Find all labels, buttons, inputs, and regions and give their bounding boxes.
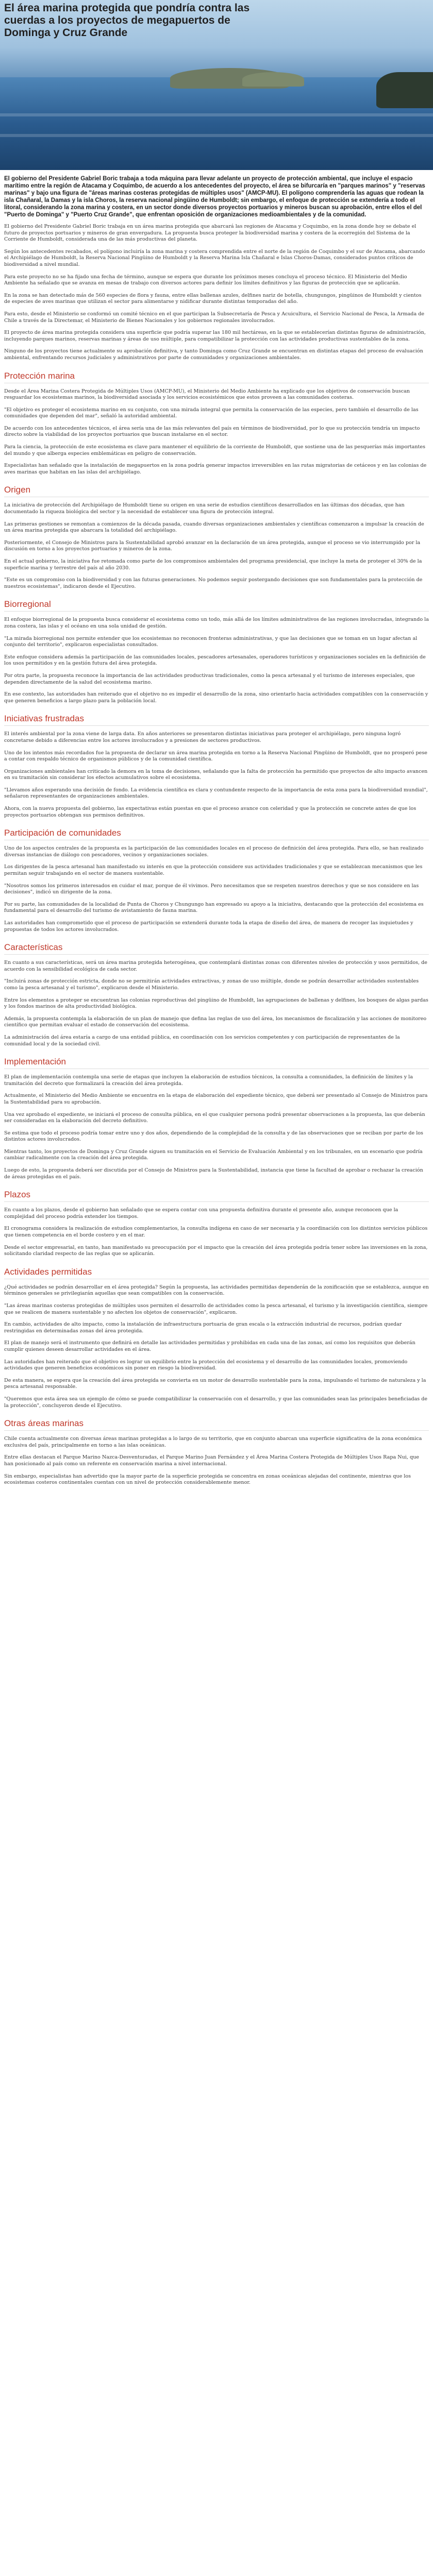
article-paragraph: "El objetivo es proteger el ecosistema marino en su conjunto, con una mirada integral que permita la conservación de las especies, pero también el desarrollo de las comunidades que dependen del mar", señaló la autoridad ambiental. bbox=[4, 406, 419, 419]
article-paragraph: Además, la propuesta contempla la elaboración de un plan de manejo que defina las reglas de uso del área, los mecanismos de fiscalización y las acciones de monitoreo científico que permitan evaluar el estado de conservación del ecosistema. bbox=[4, 1015, 427, 1028]
article-paragraph: Para este proyecto no se ha fijado una fecha de término, aunque se espera que durante los próximos meses concluya el proceso técnico. El Ministerio del Medio Ambiente ha señalado que se avanza en mesas de trabajo con diversos actores para definir los límites definitivos y las figuras de protección que se aplicarán. bbox=[4, 274, 407, 286]
article-paragraph: En cuanto a sus características, será un área marina protegida heterogénea, que contemplará distintas zonas con diferentes niveles de protección y usos permitidos, de acuerdo con la sensibilidad ecológica de cada sector. bbox=[4, 960, 427, 972]
article-paragraph: Según los antecedentes recabados, el polígono incluiría la zona marina y costera comprendida entre el norte de la región de Coquimbo y el sur de Atacama, abarcando el Archipiélago de Humboldt, la Reserva Nacional Pingüino de Humboldt y la Reserva Marina Isla Chañaral e Islas Choros-Damas, considerados puntos críticos de biodiversidad a nivel mundial. bbox=[4, 248, 425, 267]
hero-image bbox=[0, 0, 433, 170]
article-paragraph: En cambio, actividades de alto impacto, como la instalación de infraestructura portuaria de gran escala o la extracción industrial de recursos, podrían quedar restringidas en determinadas zonas del área protegida. bbox=[4, 1321, 402, 1334]
article-paragraph: El cronograma considera la realización de estudios complementarios, la consulta indígena en caso de ser necesaria y la coordinación con los distintos servicios públicos que tienen competencia en el borde costero y en el mar. bbox=[4, 1226, 428, 1239]
article-paragraph: De esta manera, se espera que la creación del área protegida se convierta en un motor de desarrollo sustentable para la zona, impulsando el turismo de naturaleza y la pesca artesanal responsable. bbox=[4, 1377, 426, 1390]
article-paragraph: Las autoridades han reiterado que el objetivo es lograr un equilibrio entre la protección del ecosistema y el desarrollo de las comunidades locales, promoviendo actividades que generen beneficios económicos sin poner en riesgo la biodiversidad. bbox=[4, 1359, 408, 1371]
article-paragraph: Especialistas han señalado que la instalación de megapuertos en la zona podría generar impactos irreversibles en las rutas migratorias de cetáceos y en las colonias de aves marinas que habitan en las islas del archipiélago. bbox=[4, 463, 427, 475]
article-paragraph: En la zona se han detectado más de 560 especies de flora y fauna, entre ellas ballenas azules, delfines nariz de botella, chungungos, pingüinos de Humboldt y cientos de especies de aves marinas que utilizan el sector para alimentarse y nidificar durante distintas temporadas del año. bbox=[4, 292, 422, 305]
article-paragraph: Organizaciones ambientales han criticado la demora en la toma de decisiones, señalando que la falta de protección ha permitido que proyectos de alto impacto avancen en su tramitación sin considerar los efectos acumulativos sobre el ecosistema. bbox=[4, 768, 428, 781]
article-paragraph: Desde el Área Marina Costera Protegida de Múltiples Usos (AMCP-MU), el Ministerio del Medio Ambiente ha explicado que los objetivos de conservación buscan resguardar los ecosistemas marinos, la biodiversidad asociada y los servicios ecosistémicos que estos proveen a las comunidades costeras. bbox=[4, 388, 410, 401]
article-paragraph: "Incluirá zonas de protección estricta, donde no se permitirán actividades extractivas, y zonas de uso múltiple, donde se podrán desarrollar actividades sustentables como la pesca artesanal y el turismo", explicaron desde el Ministerio. bbox=[4, 978, 419, 991]
article-paragraph: Posteriormente, el Consejo de Ministros para la Sustentabilidad aprobó avanzar en la declaración de un área protegida, aunque el proceso se vio interrumpido por la discusión en torno a los proyectos portuarios y mineros de la zona. bbox=[4, 539, 421, 552]
article-paragraph: Uno de los aspectos centrales de la propuesta es la participación de las comunidades locales en el proceso de definición del área protegida. Para ello, se han realizado diversas instancias de diálogo con pescadores, vecinos y organizaciones sociales. bbox=[4, 845, 424, 858]
article-body bbox=[0, 170, 433, 1486]
article-paragraph: El proyecto de área marina protegida considera una superficie que podría superar las 180 mil hectáreas, en la que se establecerían distintas figuras de administración, incluyendo parques marinos, reservas marinas y áreas de uso múltiple, para compatibilizar la protección con las actividades productivas sustentables de la zona. bbox=[4, 330, 426, 342]
article-paragraph: "Este es un compromiso con la biodiversidad y con las futuras generaciones. No podemos seguir postergando decisiones que son fundamentales para la protección de nuestros ecosistemas", indicaron desde el Ejecutivo. bbox=[4, 577, 423, 589]
article-paragraph: Para la ciencia, la protección de este ecosistema es clave para mantener el equilibrio de la corriente de Humboldt, que sostiene una de las pesquerías más importantes del mundo y que alberga especies emblemáticas en peligro de conservación. bbox=[4, 444, 426, 456]
article-paragraph: El enfoque biorregional de la propuesta busca considerar el ecosistema como un todo, más allá de los límites administrativos de las regiones involucradas, integrando la zona costera, las islas y el océano en una sola unidad de gestión. bbox=[4, 617, 429, 629]
article-paragraph: Se estima que todo el proceso podría tomar entre uno y dos años, dependiendo de la complejidad de la consulta y de las observaciones que se reciban por parte de los distintos actores involucrados. bbox=[4, 1130, 423, 1143]
article-paragraph: Las primeras gestiones se remontan a comienzos de la década pasada, cuando diversas organizaciones ambientales y científicas comenzaron a impulsar la creación de un área marina protegida que abarcara la totalidad del archipiélago. bbox=[4, 521, 424, 534]
article-paragraph: La iniciativa de protección del Archipiélago de Humboldt tiene su origen en una serie de estudios científicos desarrollados en las últimas dos décadas, que han documentado la riqueza biológica del sector y la necesidad de establecer una figura de protección integral. bbox=[4, 502, 405, 515]
article-paragraph: En ese contexto, las autoridades han reiterado que el objetivo no es impedir el desarrollo de la zona, sino orientarlo hacia actividades compatibles con la conservación y que generen beneficios a largo plazo para la población local. bbox=[4, 691, 428, 704]
article-lead: El gobierno del Presidente Gabriel Boric trabaja a toda máquina para llevar adelante un proyecto de protección ambiental, que incluye el espacio marítimo entre la región de Atacama y Coquimbo, de acuerdo a los antecedentes del proyecto, el área se bifurcaría en "parques marinos" y "reservas marinas" y bajo una figura de "áreas marinas costeras protegidas de múltiples usos" (AMCP-MU). El polígono comprendería las aguas que rodean la isla Chañaral, la Damas y la isla Choros, la reserva nacional pingüino de Humboldt; sin embargo, el enfoque de protección se extendería a todo el litoral, considerando la zona marina y costera, en un sector donde diversos proyectos portuarios y mineros buscan su aprobación, entre ellos el del "Puerto de Dominga" y "Puerto Cruz Grande", que enfrentan oposición de organizaciones medioambientales y de la comunidad. bbox=[4, 176, 425, 218]
article-paragraph: Por otra parte, la propuesta reconoce la importancia de las actividades productivas tradicionales, como la pesca artesanal y el turismo de intereses especiales, que dependen directamente de la salud del ecosistema marino. bbox=[4, 672, 415, 685]
article-paragraph: Por su parte, las comunidades de la localidad de Punta de Choros y Chungungo han expresado su apoyo a la iniciativa, destacando que la protección del ecosistema es fundamental para el desarrollo del turismo de avistamiento de fauna marina. bbox=[4, 901, 424, 914]
section-heading: Origen bbox=[4, 485, 429, 497]
article-paragraph: En el actual gobierno, la iniciativa fue retomada como parte de los compromisos ambientales del programa presidencial, que incluye la meta de proteger el 30% de la superficie marina y terrestre del país al año 2030. bbox=[4, 558, 422, 571]
article-paragraph: Los dirigentes de la pesca artesanal han manifestado su interés en que la protección considere sus actividades tradicionales y que se establezcan mecanismos que les permitan seguir trabajando en el sector de manera sustentable. bbox=[4, 864, 423, 877]
sea-wave bbox=[0, 113, 433, 116]
section-heading: Participación de comunidades bbox=[4, 828, 429, 840]
article-paragraph: Entre ellas destacan el Parque Marino Nazca-Desventuradas, el Parque Marino Juan Fernández y el Área Marina Costera Protegida de Múltiples Usos Rapa Nui, que han posicionado al país como un referente en conservación marina a nivel internacional. bbox=[4, 1454, 419, 1467]
island-shape-secondary bbox=[242, 72, 304, 87]
article-paragraph: Para esto, desde el Ministerio se conformó un comité técnico en el que participan la Subsecretaría de Pesca y Acuicultura, el Servicio Nacional de Pesca, la Armada de Chile a través de la Directemar, el Ministerio de Bienes Nacionales y los gobiernos regionales involucrados. bbox=[4, 311, 425, 324]
article-paragraph: "La mirada biorregional nos permite entender que los ecosistemas no reconocen fronteras administrativas, y que las decisiones que se toman en un lugar afectan al conjunto del territorio", explicaron especialistas consultados. bbox=[4, 635, 418, 648]
article-paragraph: "Queremos que esta área sea un ejemplo de cómo se puede compatibilizar la conservación con el desarrollo, y que las comunidades sean las principales beneficiadas de la protección", concluyeron desde el Ejecutivo. bbox=[4, 1396, 428, 1409]
article-paragraph: Desde el sector empresarial, en tanto, han manifestado su preocupación por el impacto que la creación del área protegida podría tener sobre las inversiones en la zona, solicitando claridad respecto de las reglas que se aplicarán. bbox=[4, 1244, 428, 1257]
sea-wave bbox=[0, 134, 433, 137]
sea-area bbox=[0, 77, 433, 170]
article-paragraph: Ninguno de los proyectos tiene actualmente su aprobación definitiva, y tanto Dominga como Cruz Grande se encuentran en distintas etapas del proceso de evaluación ambiental, enfrentando recursos judiciales y administrativos por parte de comunidades y organizaciones ambientales. bbox=[4, 348, 423, 361]
article-paragraph: Ahora, con la nueva propuesta del gobierno, las expectativas están puestas en que el proceso avance con celeridad y que la protección se concrete antes de que los proyectos portuarios obtengan sus permisos definitivos. bbox=[4, 806, 417, 818]
article-paragraph: Uno de los intentos más recordados fue la propuesta de declarar un área marina protegida en torno a la Reserva Nacional Pingüino de Humboldt, que no prosperó pese a contar con respaldo técnico de organismos públicos y de la comunidad científica. bbox=[4, 750, 427, 762]
article-paragraph: De acuerdo con los antecedentes técnicos, el área sería una de las más relevantes del país en términos de biodiversidad, por lo que su protección tendría un impacto directo sobre la viabilidad de los proyectos portuarios que buscan instalarse en el sector. bbox=[4, 425, 420, 438]
article-paragraph: Entre los elementos a proteger se encuentran las colonias reproductivas del pingüino de Humboldt, las agrupaciones de ballenas y delfines, los bosques de algas pardas y los fondos marinos de alta productividad biológica. bbox=[4, 997, 428, 1010]
section-heading: Biorregional bbox=[4, 599, 429, 612]
rock-shape bbox=[376, 72, 433, 108]
article-paragraph: Este enfoque considera además la participación de las comunidades locales, pescadores artesanales, operadores turísticos y organizaciones sociales en la definición de los usos permitidos y en la gestión futura del área protegida. bbox=[4, 654, 426, 667]
article-paragraph: Sin embargo, especialistas han advertido que la mayor parte de la superficie protegida se concentra en zonas oceánicas alejadas del continente, mientras que los ecosistemas costeros continentales cuentan con un nivel de protección considerablemente menor. bbox=[4, 1473, 411, 1486]
article-paragraph: "Llevamos años esperando una decisión de fondo. La evidencia científica es clara y contundente respecto de la importancia de esta zona para la biodiversidad mundial", señalaron representantes de organizaciones ambientales. bbox=[4, 787, 428, 800]
article-title: El área marina protegida que pondría contra las cuerdas a los proyectos de megapuertos de Dominga y Cruz Grande bbox=[4, 2, 250, 39]
article-paragraph: Una vez aprobado el expediente, se iniciará el proceso de consulta pública, en el que cualquier persona podrá presentar observaciones a la propuesta, las que deberán ser consideradas en la elaboración del decreto definitivo. bbox=[4, 1111, 425, 1124]
article-paragraph: El plan de implementación contempla una serie de etapas que incluyen la elaboración de estudios técnicos, la consulta a comunidades, la definición de límites y la tramitación del decreto que formalizará la creación del área protegida. bbox=[4, 1074, 413, 1087]
article-paragraph: ¿Qué actividades se podrán desarrollar en el área protegida? Según la propuesta, las actividades permitidas dependerán de la zonificación que se establezca, aunque en términos generales se privilegiarán aquellas que sean compatibles con la conservación. bbox=[4, 1284, 429, 1297]
article-paragraph: Las autoridades han comprometido que el proceso de participación se extenderá durante toda la etapa de diseño del área, de manera de recoger las inquietudes y propuestas de todos los actores involucrados. bbox=[4, 920, 413, 933]
article-paragraph: El plan de manejo será el instrumento que definirá en detalle las actividades permitidas y prohibidas en cada una de las zonas, así como los requisitos que deberán cumplir quienes deseen desarrollar actividades en el área. bbox=[4, 1340, 415, 1352]
section-heading: Plazos bbox=[4, 1190, 429, 1202]
article-paragraph: El interés ambiental por la zona viene de larga data. En años anteriores se presentaron distintas iniciativas para proteger el archipiélago, pero ninguna logró concretarse debido a diferencias entre los actores involucrados y a presiones de sectores productivos. bbox=[4, 731, 401, 743]
article-paragraph: La administración del área estaría a cargo de una entidad pública, en coordinación con los servicios competentes y con participación de representantes de la comunidad local y de la sociedad civil. bbox=[4, 1034, 400, 1047]
article-paragraph: "Las áreas marinas costeras protegidas de múltiples usos permiten el desarrollo de actividades como la pesca artesanal, el turismo y la investigación científica, siempre que se realicen de manera sustentable y no afecten los objetos de conservación", explicaron. bbox=[4, 1303, 428, 1315]
article-paragraph: Actualmente, el Ministerio del Medio Ambiente se encuentra en la etapa de elaboración del expediente técnico, que deberá ser presentado al Consejo de Ministros para la Sustentabilidad para su aprobación. bbox=[4, 1093, 428, 1105]
section-heading: Iniciativas frustradas bbox=[4, 714, 429, 726]
article-paragraph: Chile cuenta actualmente con diversas áreas marinas protegidas a lo largo de su territorio, que en conjunto abarcan una superficie significativa de la zona económica exclusiva del país, principalmente en torno a las islas oceánicas. bbox=[4, 1436, 422, 1448]
article-paragraph: "Nosotros somos los primeros interesados en cuidar el mar, porque de él vivimos. Pero necesitamos que se respeten nuestros derechos y que se nos considere en las decisiones", indicó un dirigente de la zona. bbox=[4, 883, 419, 895]
article-paragraph: En cuanto a los plazos, desde el gobierno han señalado que se espera contar con una propuesta definitiva durante el presente año, aunque reconocen que la complejidad del proceso podría extender los tiempos. bbox=[4, 1207, 398, 1219]
article-paragraph: Luego de esto, la propuesta deberá ser discutida por el Consejo de Ministros para la Sustentabilidad, instancia que tiene la facultad de aprobar o rechazar la creación de áreas protegidas en el país. bbox=[4, 1167, 423, 1180]
article-paragraph: El gobierno del Presidente Gabriel Boric trabaja en un área marina protegida que abarcará las regiones de Atacama y Coquimbo, en la zona donde hoy se debate el futuro de proyectos portuarios y mineros de gran envergadura. La propuesta busca proteger la biodiversidad marina y costera de la ecorregión del Sistema de la Corriente de Humboldt, considerada una de las más productivas del planeta. bbox=[4, 224, 417, 243]
section-heading: Características bbox=[4, 942, 429, 955]
section-heading: Implementación bbox=[4, 1057, 429, 1069]
article-paragraph: Mientras tanto, los proyectos de Dominga y Cruz Grande siguen su tramitación en el Servicio de Evaluación Ambiental y en los tribunales, en un escenario que podría cambiar radicalmente con la creación del área protegida. bbox=[4, 1148, 423, 1161]
section-heading: Protección marina bbox=[4, 371, 429, 383]
section-heading: Actividades permitidas bbox=[4, 1267, 429, 1279]
section-heading: Otras áreas marinas bbox=[4, 1418, 429, 1431]
